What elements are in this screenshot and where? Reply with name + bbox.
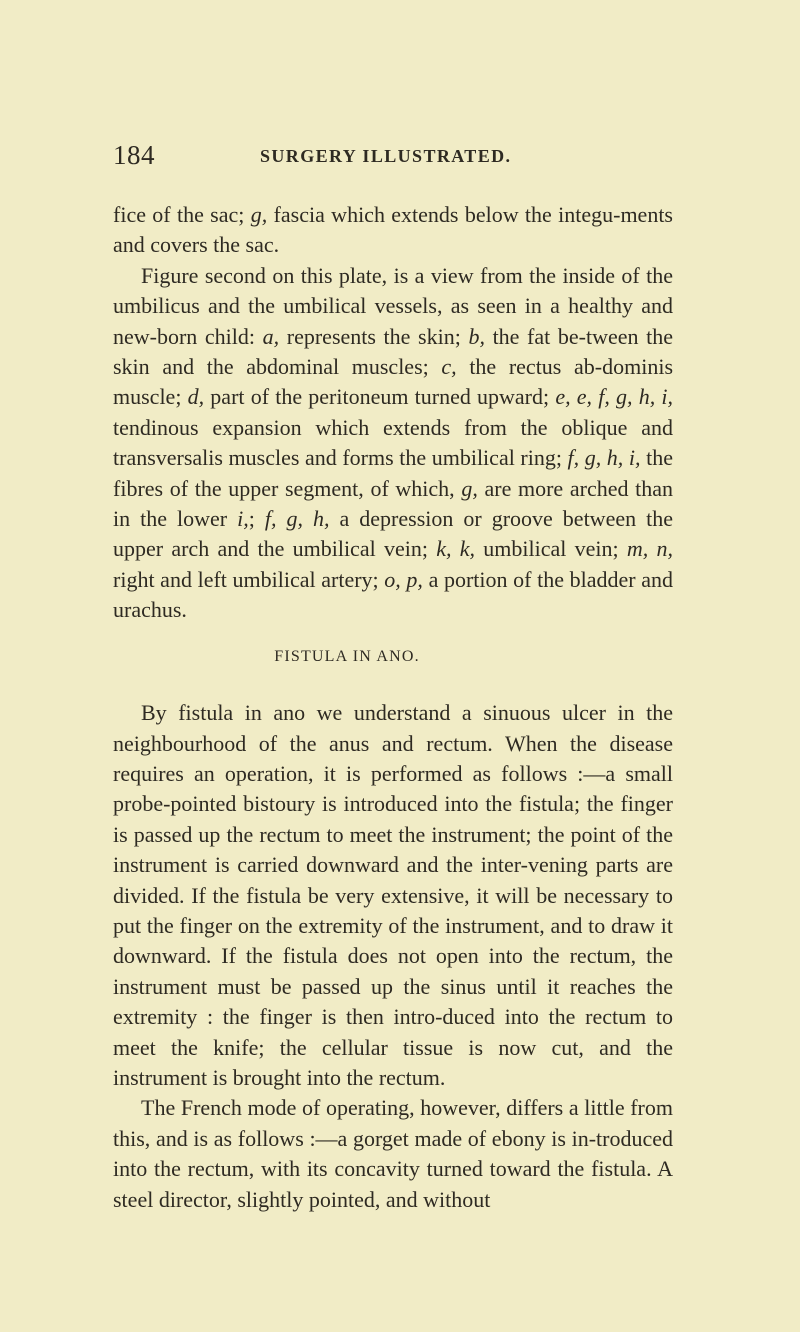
text-run: the rectus ab-dominis muscle; <box>113 354 674 410</box>
page-header <box>113 140 633 180</box>
italic-letter-ref: a, <box>262 323 280 349</box>
text-run: the fat be-tween the skin and the abdominal muscles; <box>113 323 673 380</box>
page-number: 184 <box>113 140 155 170</box>
italic-letter-ref: o, p, <box>384 566 423 592</box>
italic-letter-ref: e, e, f, g, h, i, <box>555 384 673 410</box>
italic-letter-ref: f, g, h, i, <box>567 445 641 471</box>
text-run: fice of the sac; <box>113 202 251 227</box>
italic-letter-ref: k, k, <box>436 536 475 562</box>
text-run: fascia which extends below the integu-ments and covers the sac. <box>113 202 673 258</box>
italic-letter-ref: c, <box>441 354 457 380</box>
body-text <box>113 200 673 1215</box>
text-run: Figure second on this plate, is a view from the inside of the umbilicus and the umbilical vessels, as seen in a healthy and new-born child: <box>113 262 673 349</box>
italic-letter-ref: d, <box>187 384 205 410</box>
italic-letter-ref: g, <box>250 202 268 227</box>
italic-letter-ref: m, n, <box>626 536 674 562</box>
text-run: umbilical vein; <box>475 536 627 562</box>
paragraph-sac-continuation <box>113 200 673 261</box>
paragraph-fistula-definition: By fistula in ano we understand a sinuous ulcer in the neighbourhood of the anus and rectum. When the disease requires an operation, it is performed as follows :—a small probe-pointed bistoury is introduced into the fistula; the finger is passed up the rectum to meet the instrument; the point of the instrument is carried downward and the inter-vening parts are divided. If the fistula be very extensive, it will be necessary to put the finger on the extremity of the instrument, and to draw it downward. If the fistula does not open into the rectum, the instrument must be passed up the sinus until it reaches the extremity : the finger is then intro-duced into the rectum to meet the knife; the cellular tissue is now cut, and the instrument is brought into the rectum. <box>113 700 673 1090</box>
section-heading: FISTULA IN ANO. <box>274 647 420 665</box>
text-run: right and left umbilical artery; <box>113 566 385 592</box>
italic-letter-ref: g, <box>461 475 478 501</box>
paragraph-french-mode: The French mode of operating, however, differs a little from this, and is as follows :—a gorget made of ebony is in-troduced into the rectum, with its concavity turned toward the fistula. A steel director, slightly pointed, and without <box>113 1095 673 1212</box>
text-run: a depression or groove between the upper arch and the umbilical vein; <box>113 506 673 562</box>
text-run: represents the skin; <box>279 323 469 349</box>
text-run: part of the peritoneum turned upward; <box>204 384 556 410</box>
running-head: SURGERY ILLUSTRATED. <box>260 146 512 166</box>
paragraph-figure-second <box>113 261 673 626</box>
italic-letter-ref: b, <box>468 323 485 349</box>
text-run: a portion of the bladder and urachus. <box>113 566 673 623</box>
text-run: ; <box>248 506 265 532</box>
italic-letter-ref: i, <box>237 506 249 532</box>
text-run: the fibres of the upper segment, of which, <box>113 445 673 501</box>
italic-letter-ref: f, g, h, <box>264 506 330 532</box>
text-run: are more arched than in the lower <box>113 475 673 532</box>
text-run: tendinous expansion which extends from the oblique and transversalis muscles and forms the umbilical ring; <box>113 414 673 471</box>
